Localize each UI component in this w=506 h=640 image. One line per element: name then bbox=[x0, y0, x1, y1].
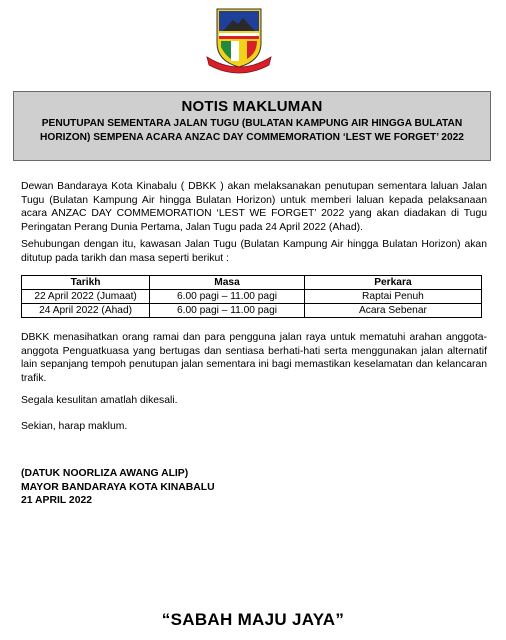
cell-time: 6.00 pagi – 11.00 pagi bbox=[150, 304, 305, 318]
table-row bbox=[22, 304, 482, 318]
cell-date: 24 April 2022 (Ahad) bbox=[22, 304, 150, 318]
paragraph-announcement: Dewan Bandaraya Kota Kinabalu ( DBKK ) akan melaksanakan penutupan sementara laluan Jalan Tugu (Bulatan Kampung Air hingga Bulatan Horizon) untuk memberi laluan kepada pelaksanaan acara ANZAC DAY COMMEMORATION ‘LEST WE FORGET’ 2022 yang akan diadakan di Tugu Peringatan Perang Dunia Pertama, Jalan Tugu pada 24 April 2022 (Ahad). bbox=[21, 181, 487, 233]
table-header-row bbox=[22, 276, 482, 290]
notice-title: NOTIS MAKLUMAN bbox=[181, 98, 323, 115]
table-row bbox=[22, 290, 482, 304]
cell-event: Raptai Penuh bbox=[304, 290, 481, 304]
signature-date: 21 APRIL 2022 bbox=[21, 495, 93, 506]
motto: “SABAH MAJU JAYA” bbox=[161, 610, 345, 629]
signatory-position: MAYOR BANDARAYA KOTA KINABALU bbox=[21, 481, 215, 493]
cell-event: Acara Sebenar bbox=[304, 304, 481, 318]
notice-header bbox=[13, 91, 491, 161]
column-header-event: Perkara bbox=[304, 276, 481, 290]
schedule-table bbox=[21, 275, 482, 318]
signature-block bbox=[21, 467, 215, 508]
column-header-date: Tarikh bbox=[22, 276, 150, 290]
paragraph-closing: Sekian, harap maklum. bbox=[21, 421, 128, 432]
cell-time: 6.00 pagi – 11.00 pagi bbox=[150, 290, 305, 304]
sabah-crest-icon bbox=[203, 3, 275, 75]
column-header-time: Masa bbox=[150, 276, 305, 290]
cell-date: 22 April 2022 (Jumaat) bbox=[22, 290, 150, 304]
paragraph-advisory: DBKK menasihatkan orang ramai dan para pengguna jalan raya untuk mematuhi arahan anggota-anggota Penguatkuasa yang bertugas dan sentiasa berhati-hati serta menggunakan jalan alternatif lain sepanjang tempoh penutupan jalan sementara ini bagi memastikan keselamatan dan kelancaran trafik. bbox=[21, 332, 487, 384]
paragraph-closure-info: Sehubungan dengan itu, kawasan Jalan Tugu (Bulatan Kampung Air hingga Bulatan Horizon) akan ditutup pada tarikh dan masa seperti berikut : bbox=[21, 239, 487, 264]
paragraph-apology: Segala kesulitan amatlah dikesali. bbox=[21, 395, 178, 406]
notice-subtitle: PENUTUPAN SEMENTARA JALAN TUGU (BULATAN KAMPUNG AIR HINGGA BULATAN HORIZON) SEMPENA ACARA ANZAC DAY COMMEMORATION ‘LEST WE FORGET’ 2022 bbox=[40, 118, 464, 143]
signatory-name: (DATUK NOORLIZA AWANG ALIP) bbox=[21, 468, 189, 479]
